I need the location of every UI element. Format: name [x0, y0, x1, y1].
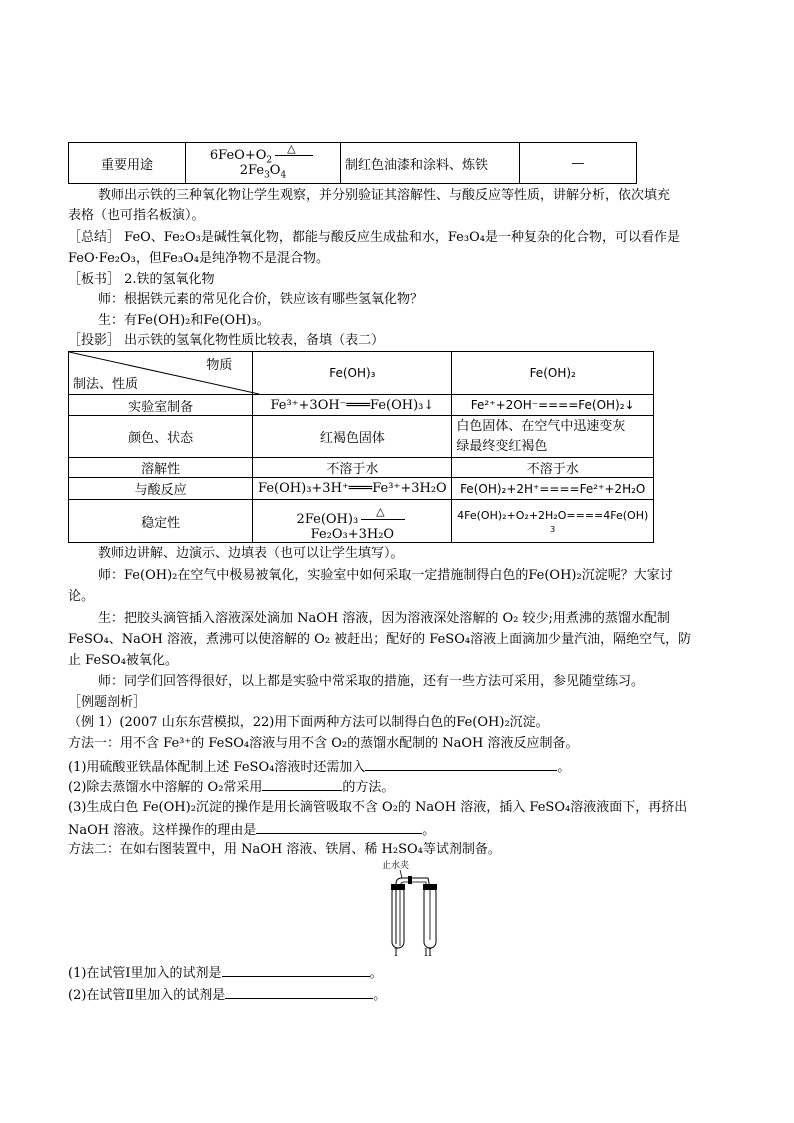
- question-tube-1: (1)在试管Ⅰ里加入的试剂是 。: [68, 962, 383, 984]
- cell: 白色固体、在空气中迅速变灰 绿最终变红褐色: [452, 416, 654, 458]
- cell: 不溶于水: [253, 458, 452, 478]
- cell: 4Fe(OH)₂+O₂+2H₂O====4Fe(OH) 3: [452, 500, 654, 543]
- cell: 2Fe(OH)₃ △ Fe₂O₃+3H₂O: [253, 500, 452, 543]
- clamp-label: 止水夹: [382, 861, 410, 871]
- question-3: (3)生成白色 Fe(OH)₂沉淀的操作是用长滴管吸取不含 O₂的 NaOH 溶液，插入 FeSO₄溶液液面下，再挤出: [68, 800, 688, 815]
- apparatus-diagram: [380, 858, 470, 962]
- answer-blank[interactable]: [222, 962, 370, 977]
- para: 教师边讲解、边演示、边填表（也可以让学生填写）。: [98, 546, 404, 561]
- row-label: 稳定性: [69, 500, 253, 543]
- fe2o3-use: 制红色油漆和涂料、炼铁: [341, 143, 520, 184]
- col-header-fe-oh-3: Fe(OH)₃: [253, 352, 452, 395]
- answer-blank[interactable]: [225, 984, 373, 999]
- method-two: 方法二：在如右图装置中，用 NaOH 溶液、铁屑、稀 H₂SO₄等试剂制备。: [68, 842, 501, 857]
- projection-note: ［投影］ 出示铁的氢氧化物性质比较表，备填（表二）: [68, 333, 385, 348]
- cell: Fe(OH)₃+3H⁺═══Fe³⁺+3H₂O: [253, 478, 452, 500]
- question-3-cont: NaOH 溶液。这样操作的理由是 。: [68, 819, 435, 841]
- table-row: [69, 416, 654, 458]
- answer-blank[interactable]: [256, 819, 422, 834]
- summary: FeO·Fe₂O₃，但Fe₃O₄是纯净物不是混合物。: [68, 251, 329, 266]
- teacher-question: 师：根据铁元素的常见化合价，铁应该有哪些氢氧化物？: [98, 292, 424, 307]
- question-1: (1)用硫酸亚铁晶体配制上述 FeSO₄溶液时还需加入 。: [68, 756, 570, 778]
- example-heading: ［例题剖析］: [68, 695, 147, 710]
- table-row: [69, 500, 654, 543]
- heating-equals: △: [275, 155, 313, 156]
- para: 师：Fe(OH)₂在空气中极易被氧化，实验室中如何采取一定措施制得白色的Fe(OH)₂沉淀呢？大家讨: [98, 568, 673, 583]
- cell: Fe(OH)₂+2H⁺====Fe²⁺+2H₂O: [452, 478, 654, 500]
- corner-header: 物质 制法、性质: [69, 352, 253, 395]
- oxide-uses-table: [68, 142, 637, 184]
- table-header-row: [69, 352, 654, 395]
- para: 生：把胶头滴管插入溶液深处滴加 NaOH 溶液，因为溶液深处溶解的 O₂ 较少;用煮沸的蒸馏水配制: [98, 611, 670, 626]
- fe3o4-use: —: [520, 143, 637, 184]
- heating-equals: △: [361, 519, 405, 520]
- answer-blank[interactable]: [262, 776, 342, 791]
- cell: 不溶于水: [452, 458, 654, 478]
- equation-cell: $6FeO+O_2$ △ $2Fe_3O_4$: [186, 143, 341, 184]
- board-note: ［板书］ 2.铁的氢氧化物: [68, 272, 215, 287]
- para: 教师出示铁的三种氧化物让学生观察，并分别验证其溶解性、与酸反应等性质，讲解分析，依次填充: [98, 188, 671, 203]
- table-row: [69, 143, 637, 184]
- tube-2-label: II: [424, 948, 432, 959]
- cell: Fe³⁺+3OH⁻═══Fe(OH)₃↓: [253, 395, 452, 416]
- row-label: 与酸反应: [69, 478, 253, 500]
- example-1: （例 1）(2007 山东东营模拟，22)用下面两种方法可以制得白色的Fe(OH)₂沉淀。: [68, 715, 549, 730]
- hydroxide-comparison-table: [68, 351, 654, 543]
- row-label: 颜色、状态: [69, 416, 253, 458]
- table-row: [69, 478, 654, 500]
- row-label: 溶解性: [69, 458, 253, 478]
- table-row: [69, 458, 654, 478]
- col-header-fe-oh-2: Fe(OH)₂: [452, 352, 654, 395]
- tube-1-label: I: [394, 948, 398, 959]
- student-answer: 生：有Fe(OH)₂和Fe(OH)₃。: [98, 313, 270, 328]
- para: 表格（也可指名板演）。: [68, 208, 205, 223]
- row-label: 重要用途: [69, 143, 186, 184]
- question-tube-2: (2)在试管Ⅱ里加入的试剂是 。: [68, 984, 386, 1006]
- summary: ［总结］ FeO、Fe₂O₃是碱性氧化物，都能与酸反应生成盐和水，Fe₃O₄是一种复杂的化合物，可以看作是: [68, 230, 680, 245]
- table-row: [69, 395, 654, 416]
- para: 止 FeSO₄被氧化。: [68, 653, 178, 668]
- question-2: (2)除去蒸馏水中溶解的 O₂常采用 的方法。: [68, 776, 394, 798]
- para: 师：同学们回答得很好，以上都是实验中常采取的措施，还有一些方法可采用，参见随堂练习。: [98, 674, 645, 689]
- test-tubes-icon: [380, 868, 470, 958]
- para: FeSO₄、NaOH 溶液，煮沸可以使溶解的 O₂ 被赶出；配好的 FeSO₄溶液上面滴加少量汽油，隔绝空气，防: [68, 632, 692, 647]
- cell: 红褐色固体: [253, 416, 452, 458]
- answer-blank[interactable]: [365, 756, 557, 771]
- row-label: 实验室制备: [69, 395, 253, 416]
- cell: Fe²⁺+2OH⁻====Fe(OH)₂↓: [452, 395, 654, 416]
- method-one: 方法一：用不含 Fe³⁺的 FeSO₄溶液与用不含 O₂的蒸馏水配制的 NaOH 溶液反应制备。: [68, 736, 579, 751]
- para: 论。: [68, 589, 95, 604]
